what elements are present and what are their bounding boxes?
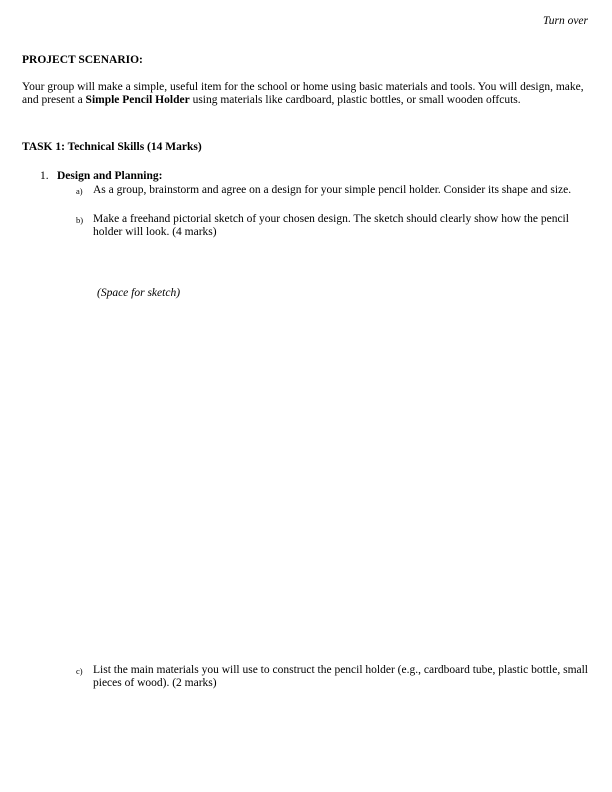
task-heading: TASK 1: Technical Skills (14 Marks) bbox=[22, 141, 202, 153]
subitem-b-text: Make a freehand pictorial sketch of your chosen design. The sketch should clearly show how the pencil holder will look. (4 marks) bbox=[93, 213, 569, 238]
scenario-heading: PROJECT SCENARIO: bbox=[22, 54, 143, 66]
item-title: Design and Planning: bbox=[57, 170, 163, 182]
sketch-space-note: (Space for sketch) bbox=[97, 287, 181, 299]
scenario-text-start: Your group will make a simple, useful item for the school or home using basic materials and tools. You will design, make, and present a bbox=[22, 81, 584, 106]
scenario-text-end: using materials like cardboard, plastic bottles, or small wooden offcuts. bbox=[189, 94, 521, 106]
scenario-item-name: Simple Pencil Holder bbox=[85, 94, 190, 106]
subitem-a-marker: a) bbox=[76, 186, 83, 196]
subitem-c-marker: c) bbox=[76, 666, 83, 676]
turn-over-note: Turn over bbox=[542, 15, 588, 27]
subitem-a-text: As a group, brainstorm and agree on a design for your simple pencil holder. Consider its shape and size. bbox=[93, 184, 572, 196]
subitem-c-text: List the main materials you will use to construct the pencil holder (e.g., cardboard tube, plastic bottle, small pieces of wood). (2 marks) bbox=[93, 664, 589, 689]
scenario-paragraph bbox=[22, 81, 592, 107]
item-number: 1. bbox=[40, 170, 49, 182]
subitem-b-marker: b) bbox=[76, 215, 84, 225]
